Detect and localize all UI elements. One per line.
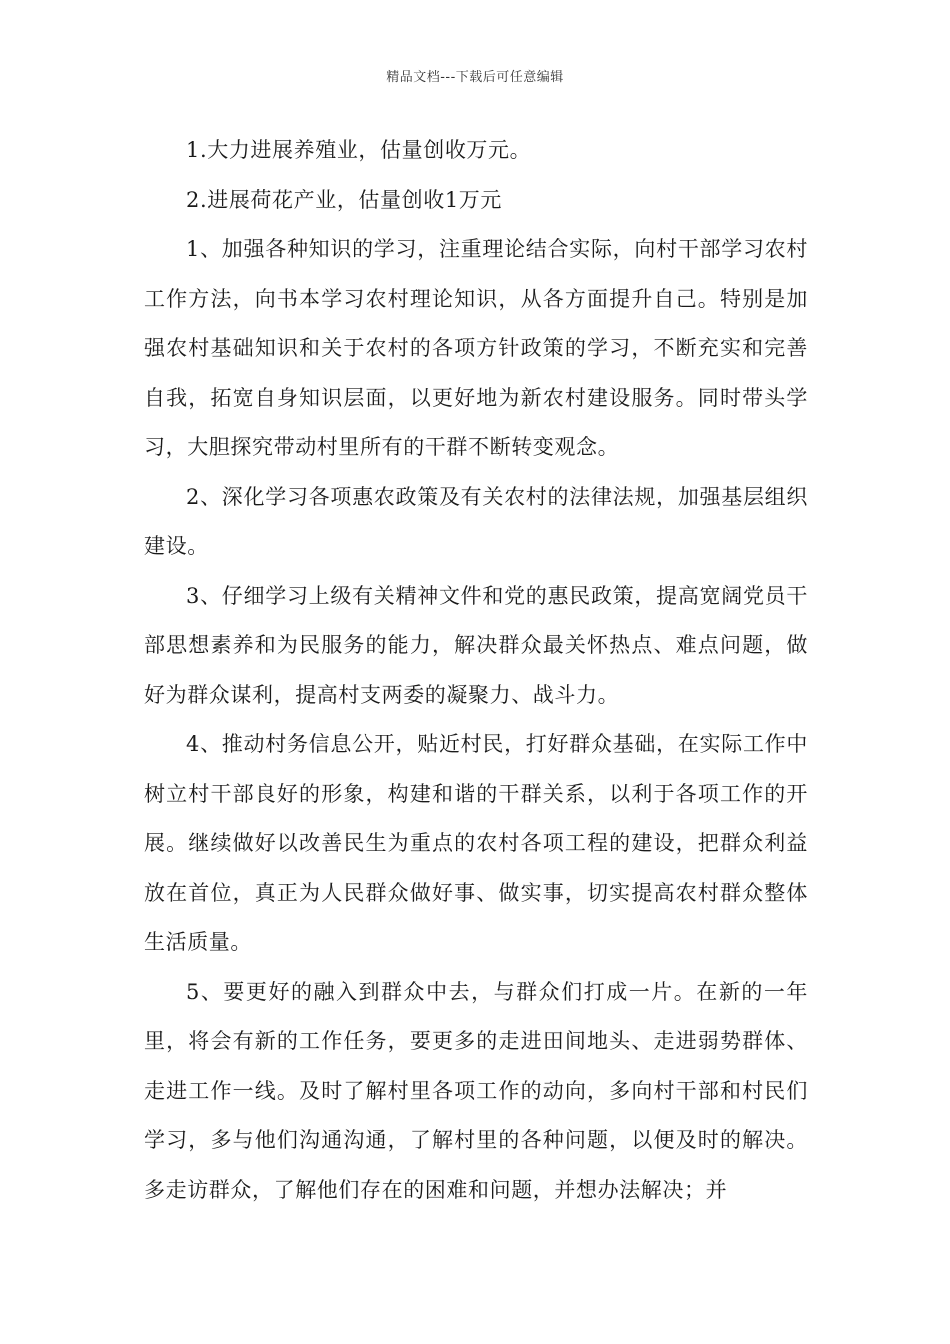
paragraph: 2.进展荷花产业，估量创收1万元 xyxy=(186,187,502,212)
document-body xyxy=(144,126,808,1215)
paragraph: 5、要更好的融入到群众中去，与群众们打成一片。在新的一年里，将会有新的工作任务，要更多的走进田间地头、走进弱势群体、走进工作一线。及时了解村里各项工作的动向，多向村干部和村民们学习，多与他们沟通沟通，了解村里的各种问题，以便及时的解决。多走访群众，了解他们存在的困难和问题，并想办法解决；并 xyxy=(144,979,808,1202)
paragraph: 2、深化学习各项惠农政策及有关农村的法律法规，加强基层组织建设。 xyxy=(144,484,808,558)
page-header: 精品文档---下载后可任意编辑 xyxy=(386,70,564,85)
paragraph: 1.大力进展养殖业，估量创收万元。 xyxy=(186,138,532,162)
paragraph: 1、加强各种知识的学习，注重理论结合实际，向村干部学习农村工作方法，向书本学习农村理论知识，从各方面提升自己。特别是加强农村基础知识和关于农村的各项方针政策的学习，不断充实和完善自我，拓宽自身知识层面，以更好地为新农村建设服务。同时带头学习，大胆探究带动村里所有的干群不断转变观念。 xyxy=(144,237,808,459)
paragraph: 4、推动村务信息公开，贴近村民，打好群众基础，在实际工作中树立村干部良好的形象，构建和谐的干群关系，以利于各项工作的开展。继续做好以改善民生为重点的农村各项工程的建设，把群众利益放在首位，真正为人民群众做好事、做实事，切实提高农村群众整体生活质量。 xyxy=(144,732,808,954)
paragraph: 3、仔细学习上级有关精神文件和党的惠民政策，提高宽阔党员干部思想素养和为民服务的能力，解决群众最关怀热点、难点问题，做好为群众谋利，提高村支两委的凝聚力、战斗力。 xyxy=(144,583,808,707)
